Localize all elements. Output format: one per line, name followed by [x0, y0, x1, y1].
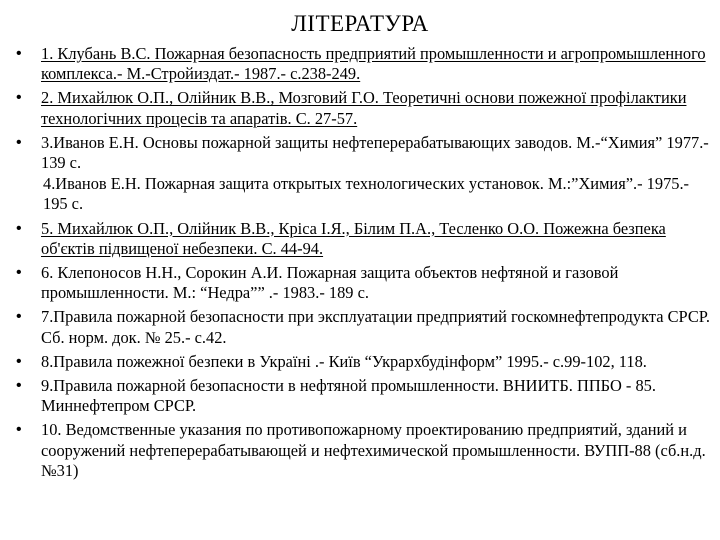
reference-text-7: 7.Правила пожарной безопасности при эксплуатации предприятий госкомнефтепродукта СРСР. Сб. норм. док. № 25.- с.42.: [41, 307, 710, 347]
reference-text-3: 3.Иванов Е.Н. Основы пожарной защиты нефтеперерабатывающих заводов. М.-“Химия” 1977.- 139 с.: [41, 132, 709, 173]
reference-text-10: 10. Ведомственные указания по противопожарному проектированию предприятий, зданий и сооружений нефтеперерабатывающей и нефтехимической промышленности. ВУПП-88 (сб.н.д.№31): [41, 420, 706, 480]
reference-text-8: 8.Правила пожежної безпеки в Україні .- Київ “Укрархбудінформ” 1995.- с.99-102, 118.: [41, 351, 647, 371]
reference-item-10: [16, 420, 710, 481]
bullet-icon: •: [16, 219, 22, 237]
reference-item-8: [16, 352, 710, 372]
reference-text-4: 4.Иванов Е.Н. Пожарная защита открытых технологических установок. М.:”Химия”.- 1975.- 195 с.: [43, 174, 690, 214]
reference-item-5: [16, 219, 710, 259]
bullet-icon: •: [16, 352, 22, 370]
reference-text-6: 6. Клепоносов Н.Н., Сорокин А.И. Пожарная защита объектов нефтяной и газовой промышленности. М.: “Недра”” .- 1983.- 189 с.: [41, 263, 619, 303]
bullet-icon: •: [16, 89, 22, 107]
reference-text-1: 1. Клубань В.С. Пожарная безопасность предприятий промышленности и агропромышленного комплекса.- М.-Стройиздат.- 1987.- с.238-249.: [41, 44, 706, 84]
reference-text-5: 5. Михайлюк О.П., Олійник В.В., Кріса І.Я., Білим П.А., Тесленко О.О. Пожежна безпека об'єктів підвищеної небезпеки. С. 44-94.: [41, 218, 666, 258]
reference-item-3: [16, 133, 710, 173]
bullet-icon: •: [16, 133, 22, 151]
bullet-icon: •: [16, 264, 22, 282]
bullet-icon: •: [16, 308, 22, 326]
bullet-icon: •: [16, 377, 22, 395]
page-title: ЛІТЕРАТУРА: [291, 11, 429, 36]
reference-item-6: [16, 263, 710, 303]
reference-item-9: [16, 376, 710, 416]
bullet-icon: •: [16, 45, 22, 62]
reference-item-2: [16, 88, 710, 128]
reference-text-9: 9.Правила пожарной безопасности в нефтяной промышленности. ВНИИТБ. ППБО - 85. Миннефтепром СРСР.: [41, 376, 656, 416]
bullet-icon: •: [16, 421, 22, 439]
reference-item-7: [16, 307, 710, 347]
reference-text-2: 2. Михайлюк О.П., Олійник В.В., Мозговий Г.О. Теоретичні основи пожежної профілактики технологічних процесів та апаратів. С. 27-57.: [41, 88, 687, 128]
reference-item-1: [16, 44, 710, 84]
reference-item-4: [16, 174, 710, 214]
reference-list: [16, 44, 710, 485]
